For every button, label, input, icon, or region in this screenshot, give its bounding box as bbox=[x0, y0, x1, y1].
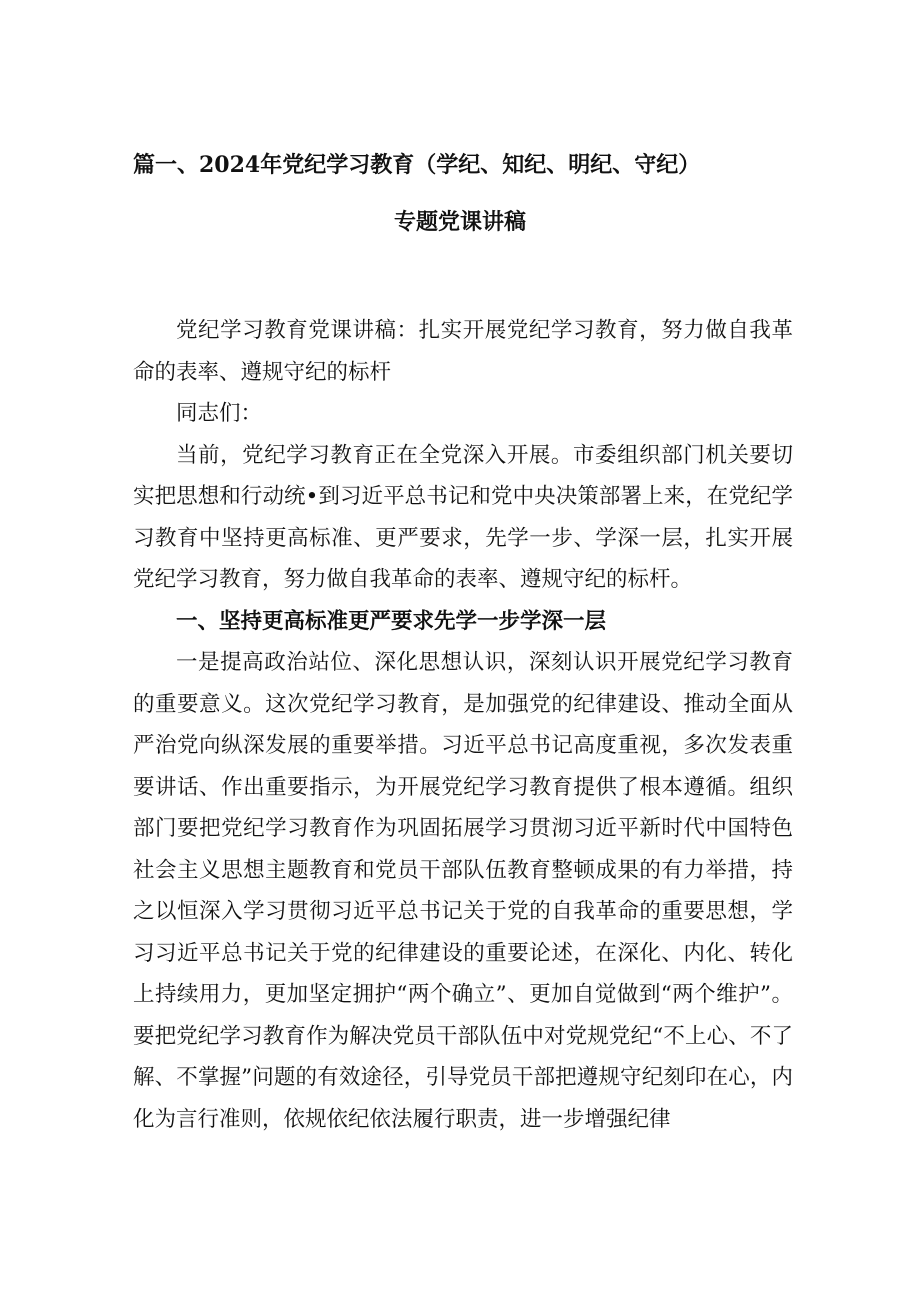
section-1-paragraph-1: 一是提高政治站位、深化思想认识，深刻认识开展党纪学习教育的重要意义。这次党纪学习教育，是加强党的纪律建设、推动全面从严治党向纵深发展的重要举措。习近平总书记高度重视，多次发表重要讲话、作出重要指示，为开展党纪学习教育提供了根本遵循。组织部门要把党纪学习教育作为巩固拓展学习贯沏习近平新时代中国特色社会主义思想主题教育和党员干部队伍教育整顿成果的有力举措，持之以恒深入学习贯彻习近平总书记关于党的自我革命的重要思想，学习习近平总书记关于党的纪律建设的重要论述，在深化、内化、转化上持续用力，更加坚定拥护“两个确立”、更加自觉做到“两个维护”。要把党纪学习教育作为解决党员干部队伍中对党规党纪“不上心、不了解、不掌握”问题的有效途径，引导党员干部把遵规守纪刻印在心，内化为言行准则，依规依纪依法履行职责，进一步增强纪律 bbox=[133, 650, 793, 1132]
document-title-line2: 专题党课讲稿 bbox=[393, 209, 526, 235]
salutation: 同志们： bbox=[176, 401, 263, 426]
speech-subtitle: 党纪学习教育党课讲稿：扎实开展党纪学习教育，努力做自我革命的表率、遵规守纪的标杆 bbox=[133, 318, 793, 385]
document-body bbox=[133, 310, 793, 1140]
section-heading-1: 一、坚持更高标准更严要求先学一步学深一层 bbox=[176, 608, 607, 634]
document-title-line1: 篇一、2024年党纪学习教育（学纪、知纪、明纪、守纪） bbox=[133, 152, 701, 178]
intro-paragraph: 当前，党纪学习教育正在全党深入开展。市委组织部门机关要切实把思想和行动统•到习近平总书记和党中央决策部署上来，在党纪学习教育中坚持更高标准、更严要求，先学一步、学深一层，扎实开展党纪学习教育，努力做自我革命的表率、遵规守纪的标杆。 bbox=[133, 442, 793, 592]
